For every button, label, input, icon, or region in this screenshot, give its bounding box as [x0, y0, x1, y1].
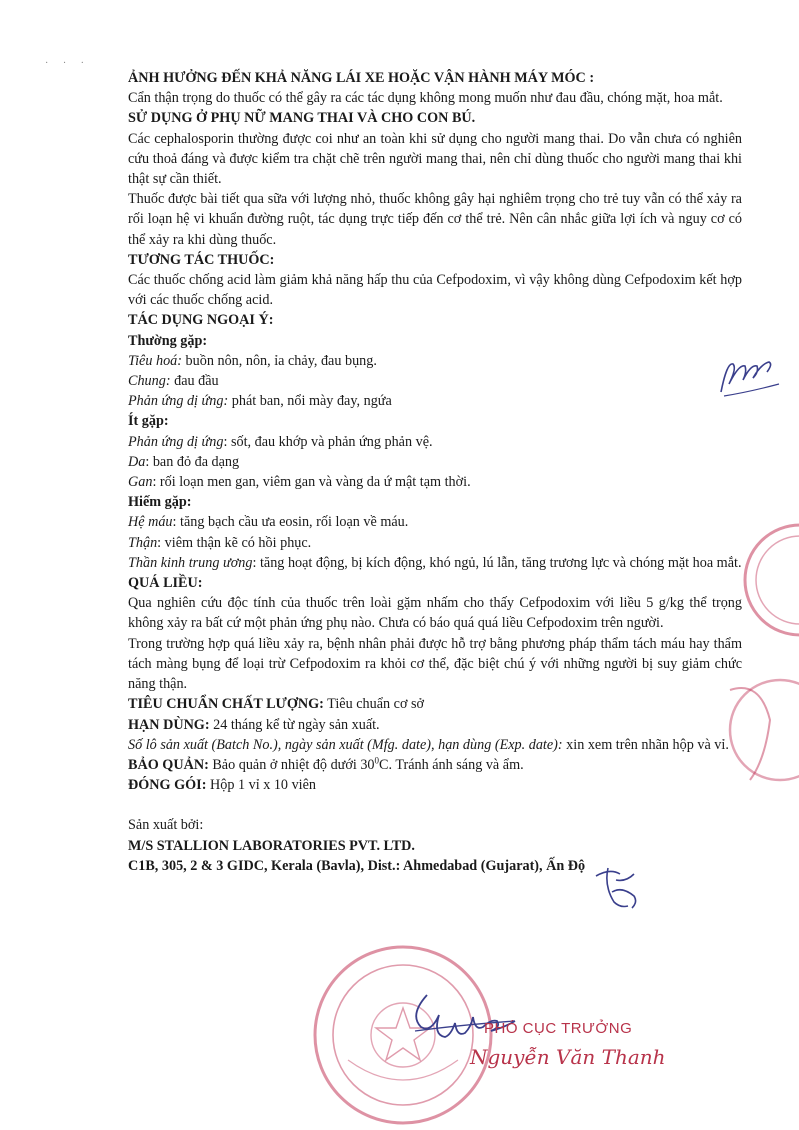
pregnancy-text-1: Các cephalosporin thường được coi như an toàn khi sử dụng cho người mang thai. Do vẫn chưa có nghiên cứu thoả đáng và được kiểm tra chặt chẽ trên người mang thai, nên chỉ dùng thuốc cho người mang thai khi thật sự cần thiết. [128, 130, 742, 188]
official-title: PHÓ CỤC TRƯỞNG [484, 1020, 633, 1037]
driving-text: Cẩn thận trọng do thuốc có thể gây ra các tác dụng không mong muốn như đau đầu, chóng mặt, hoa mắt. [128, 90, 723, 107]
side-effect-item: Tiêu hoá: buồn nôn, nôn, ỉa chảy, đau bụng. [128, 352, 377, 369]
side-effect-item: Phản ứng dị ứng: phát ban, nổi mày đay, ngứa [128, 393, 392, 410]
interactions-text: Các thuốc chống acid làm giảm khả năng hấp thu của Cefpodoxim, vì vậy không dùng Cefpodoxim kết hợp với các thuốc chống acid. [128, 272, 742, 309]
uncommon-label: Ít gặp: [128, 413, 169, 430]
batch-line: Số lô sản xuất (Batch No.), ngày sản xuất (Mfg. date), hạn dùng (Exp. date): xin xem trên nhãn hộp và vỉ. [128, 736, 729, 753]
manufacturer-label: Sản xuất bởi: [128, 817, 204, 834]
driving-heading: ẢNH HƯỞNG ĐẾN KHẢ NĂNG LÁI XE HOẶC VẬN HÀNH MÁY MÓC : [128, 70, 595, 86]
quality-line: TIÊU CHUẨN CHẤT LƯỢNG: Tiêu chuẩn cơ sở [128, 696, 425, 713]
packing-line: ĐÓNG GÓI: Hộp 1 vỉ x 10 viên [128, 777, 316, 794]
side-effect-item: Thần kinh trung ương: tăng hoạt động, bị kích động, khó ngủ, lú lẫn, tăng trương lực và chóng mặt hoa mắt. [128, 554, 742, 571]
side-effects-heading: TÁC DỤNG NGOẠI Ý: [128, 312, 274, 329]
expiry-line: HẠN DÙNG: 24 tháng kể từ ngày sản xuất. [128, 716, 380, 733]
overdose-text-1: Qua nghiên cứu độc tính của thuốc trên loài gặm nhấm cho thấy Cefpodoxim với liều 5 g/kg thể trọng không xảy ra bất cứ một phản ứng phụ nào. Chưa có báo quá quá liều Cefpodoxim trên người. [128, 595, 742, 632]
pregnancy-heading: SỬ DỤNG Ở PHỤ NỮ MANG THAI VÀ CHO CON BÚ. [128, 110, 476, 127]
scan-marks: · · · [45, 58, 90, 69]
rare-label: Hiếm gặp: [128, 494, 192, 511]
overdose-heading: QUÁ LIỀU: [128, 575, 203, 592]
pregnancy-text-2: Thuốc được bài tiết qua sữa với lượng nhỏ, thuốc không gây hại nghiêm trọng cho trẻ tuy vẫn có thể xảy ra rối loạn hệ vi khuẩn đường ruột, tác dụng trực tiếp đến cơ thể trẻ. Nên cân nhắc giữa lợi ích và nguy cơ có thể xảy ra khi dùng thuốc. [128, 191, 742, 248]
manufacturer-address: C1B, 305, 2 & 3 GIDC, Kerala (Bavla), Dist.: Ahmedabad (Gujarat), Ấn Độ [128, 857, 586, 874]
initials-signature [716, 350, 786, 400]
side-effect-item: Chung: đau đầu [128, 373, 219, 390]
side-effect-item: Da: ban đỏ đa dạng [128, 453, 240, 470]
overdose-text-2: Trong trường hợp quá liều xảy ra, bệnh nhân phải được hỗ trợ bằng phương pháp thẩm tách máu hay thẩm tách màng bụng để loại trừ Cefpodoxim ra khỏi cơ thể, đặc biệt chú ý với những người bị suy giảm chức năng thận. [128, 635, 742, 693]
document-body [128, 68, 742, 876]
side-effect-item: Phản ứng dị ứng: sốt, đau khớp và phản ứng phản vệ. [128, 433, 433, 450]
manufacturer-name: M/S STALLION LABORATORIES PVT. LTD. [128, 837, 415, 854]
edge-stamp [690, 520, 799, 800]
packing-signature [588, 858, 648, 918]
storage-line: BẢO QUẢN: Bảo quản ở nhiệt độ dưới $30^0C$. Tránh ánh sáng và ẩm. [128, 755, 524, 773]
side-effect-item: Hệ máu: tăng bạch cầu ưa eosin, rối loạn về máu. [128, 514, 409, 531]
interactions-heading: TƯƠNG TÁC THUỐC: [128, 251, 275, 268]
official-name: Nguyễn Văn Thanh [470, 1045, 666, 1069]
common-label: Thường gặp: [128, 332, 208, 349]
side-effect-item: Thận: viêm thận kẽ có hồi phục. [128, 534, 312, 551]
side-effect-item: Gan: rối loạn men gan, viêm gan và vàng da ứ mật tạm thời. [128, 474, 471, 491]
official-block [470, 1020, 670, 1069]
